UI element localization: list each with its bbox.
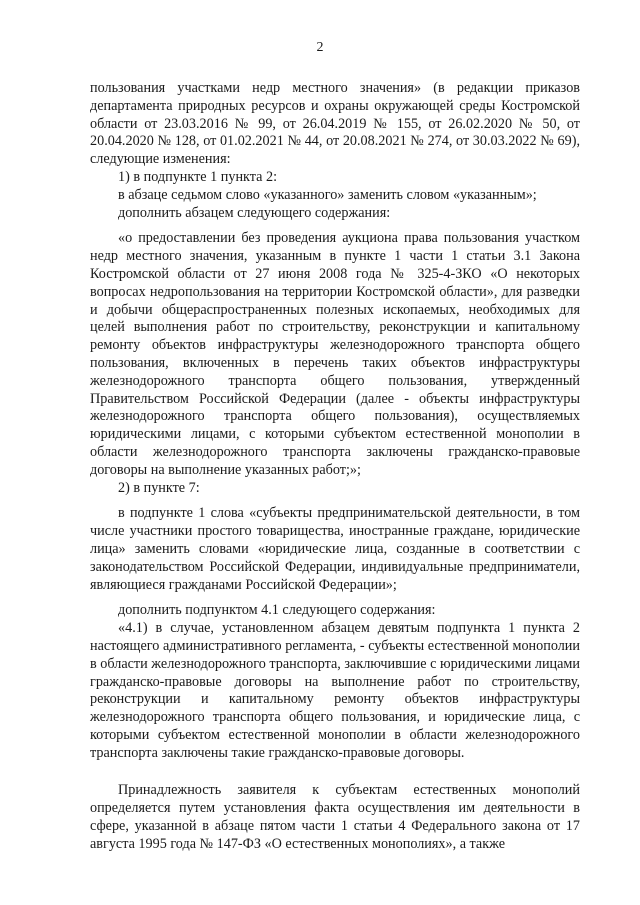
paragraph-item-1: 1) в подпункте 1 пункта 2: [118, 168, 278, 185]
page-number: 2 [316, 40, 324, 55]
paragraph-quoted-provision: «о предоставлении без проведения аукциона права пользования участком недр местного значения, указанным в пункте 1 части 1 статьи 3.1 Закона Костромской области от 27 июня 2008 года № 325-4-ЗКО «О некоторых вопросах недропользования на территории Костромской области», для разведки и добычи общераспространенных полезных ископаемых, необходимых для целей выполнения работ по строительству, реконструкции и капитальному ремонту объектов инфраструктуры железнодорожного транспорта общего пользования, включенных в перечень таких объектов инфраструктуры железнодорожного транспорта общего пользования, утвержденный Правительством Российской Федерации (далее - объекты инфраструктуры железнодорожного транспорта общего пользования), осуществляемых юридическими лицами, с которыми субъектом естественной монополии в области железнодорожного транспорта заключены гражданско-правовые договоры на выполнение указанных работ;»; [90, 230, 580, 478]
paragraph-subitem-replace: в абзаце седьмом слово «указанного» заменить словом «указанным»; [118, 186, 537, 203]
paragraph-subitem-4-1-intro: дополнить подпунктом 4.1 следующего содержания: [118, 602, 436, 619]
paragraph-affiliation: Принадлежность заявителя к субъектам естественных монополий определяется путем установления факта осуществления им деятельности в сфере, указанной в абзаце пятом части 1 статьи 4 Федерального закона от 17 августа 1995 года № 147-ФЗ «О естественных монополиях», а также [90, 782, 580, 852]
paragraph-intro: пользования участками недр местного значения» (в редакции приказов департамента природных ресурсов и охраны окружающей среды Костромской области от 23.03.2016 № 99, от 26.04.2019 № 155, от 26.02.2020 № 50, от 20.04.2020 № 128, от 01.02.2021 № 44, от 20.08.2021 № 274, от 30.03.2022 № 69), следующие изменения: [90, 80, 580, 168]
paragraph-quoted-4-1: «4.1) в случае, установленном абзацем девятым подпункта 1 пункта 2 настоящего административного регламента, - субъекты естественной монополии в области железнодорожного транспорта, заключившие с юридическими лицами гражданско-правовые договоры на выполнение работ по строительству, реконструкции и капитальному ремонту объектов инфраструктуры железнодорожного транспорта общего пользования, и юридические лица, с которыми субъектом естественной монополии в области железнодорожного транспорта заключены такие гражданско-правовые договоры. [90, 620, 580, 761]
document-body [90, 80, 580, 854]
paragraph-item-2: 2) в пункте 7: [118, 479, 200, 496]
paragraph-subitem-words: в подпункте 1 слова «субъекты предпринимательской деятельности, в том числе участники простого товарищества, иностранные граждане, юридические лица» заменить словами «юридические лица, созданные в соответствии с законодательством Российской Федерации, индивидуальные предприниматели, являющиеся гражданами Российской Федерации»; [90, 505, 580, 593]
paragraph-subitem-add: дополнить абзацем следующего содержания: [118, 204, 391, 221]
